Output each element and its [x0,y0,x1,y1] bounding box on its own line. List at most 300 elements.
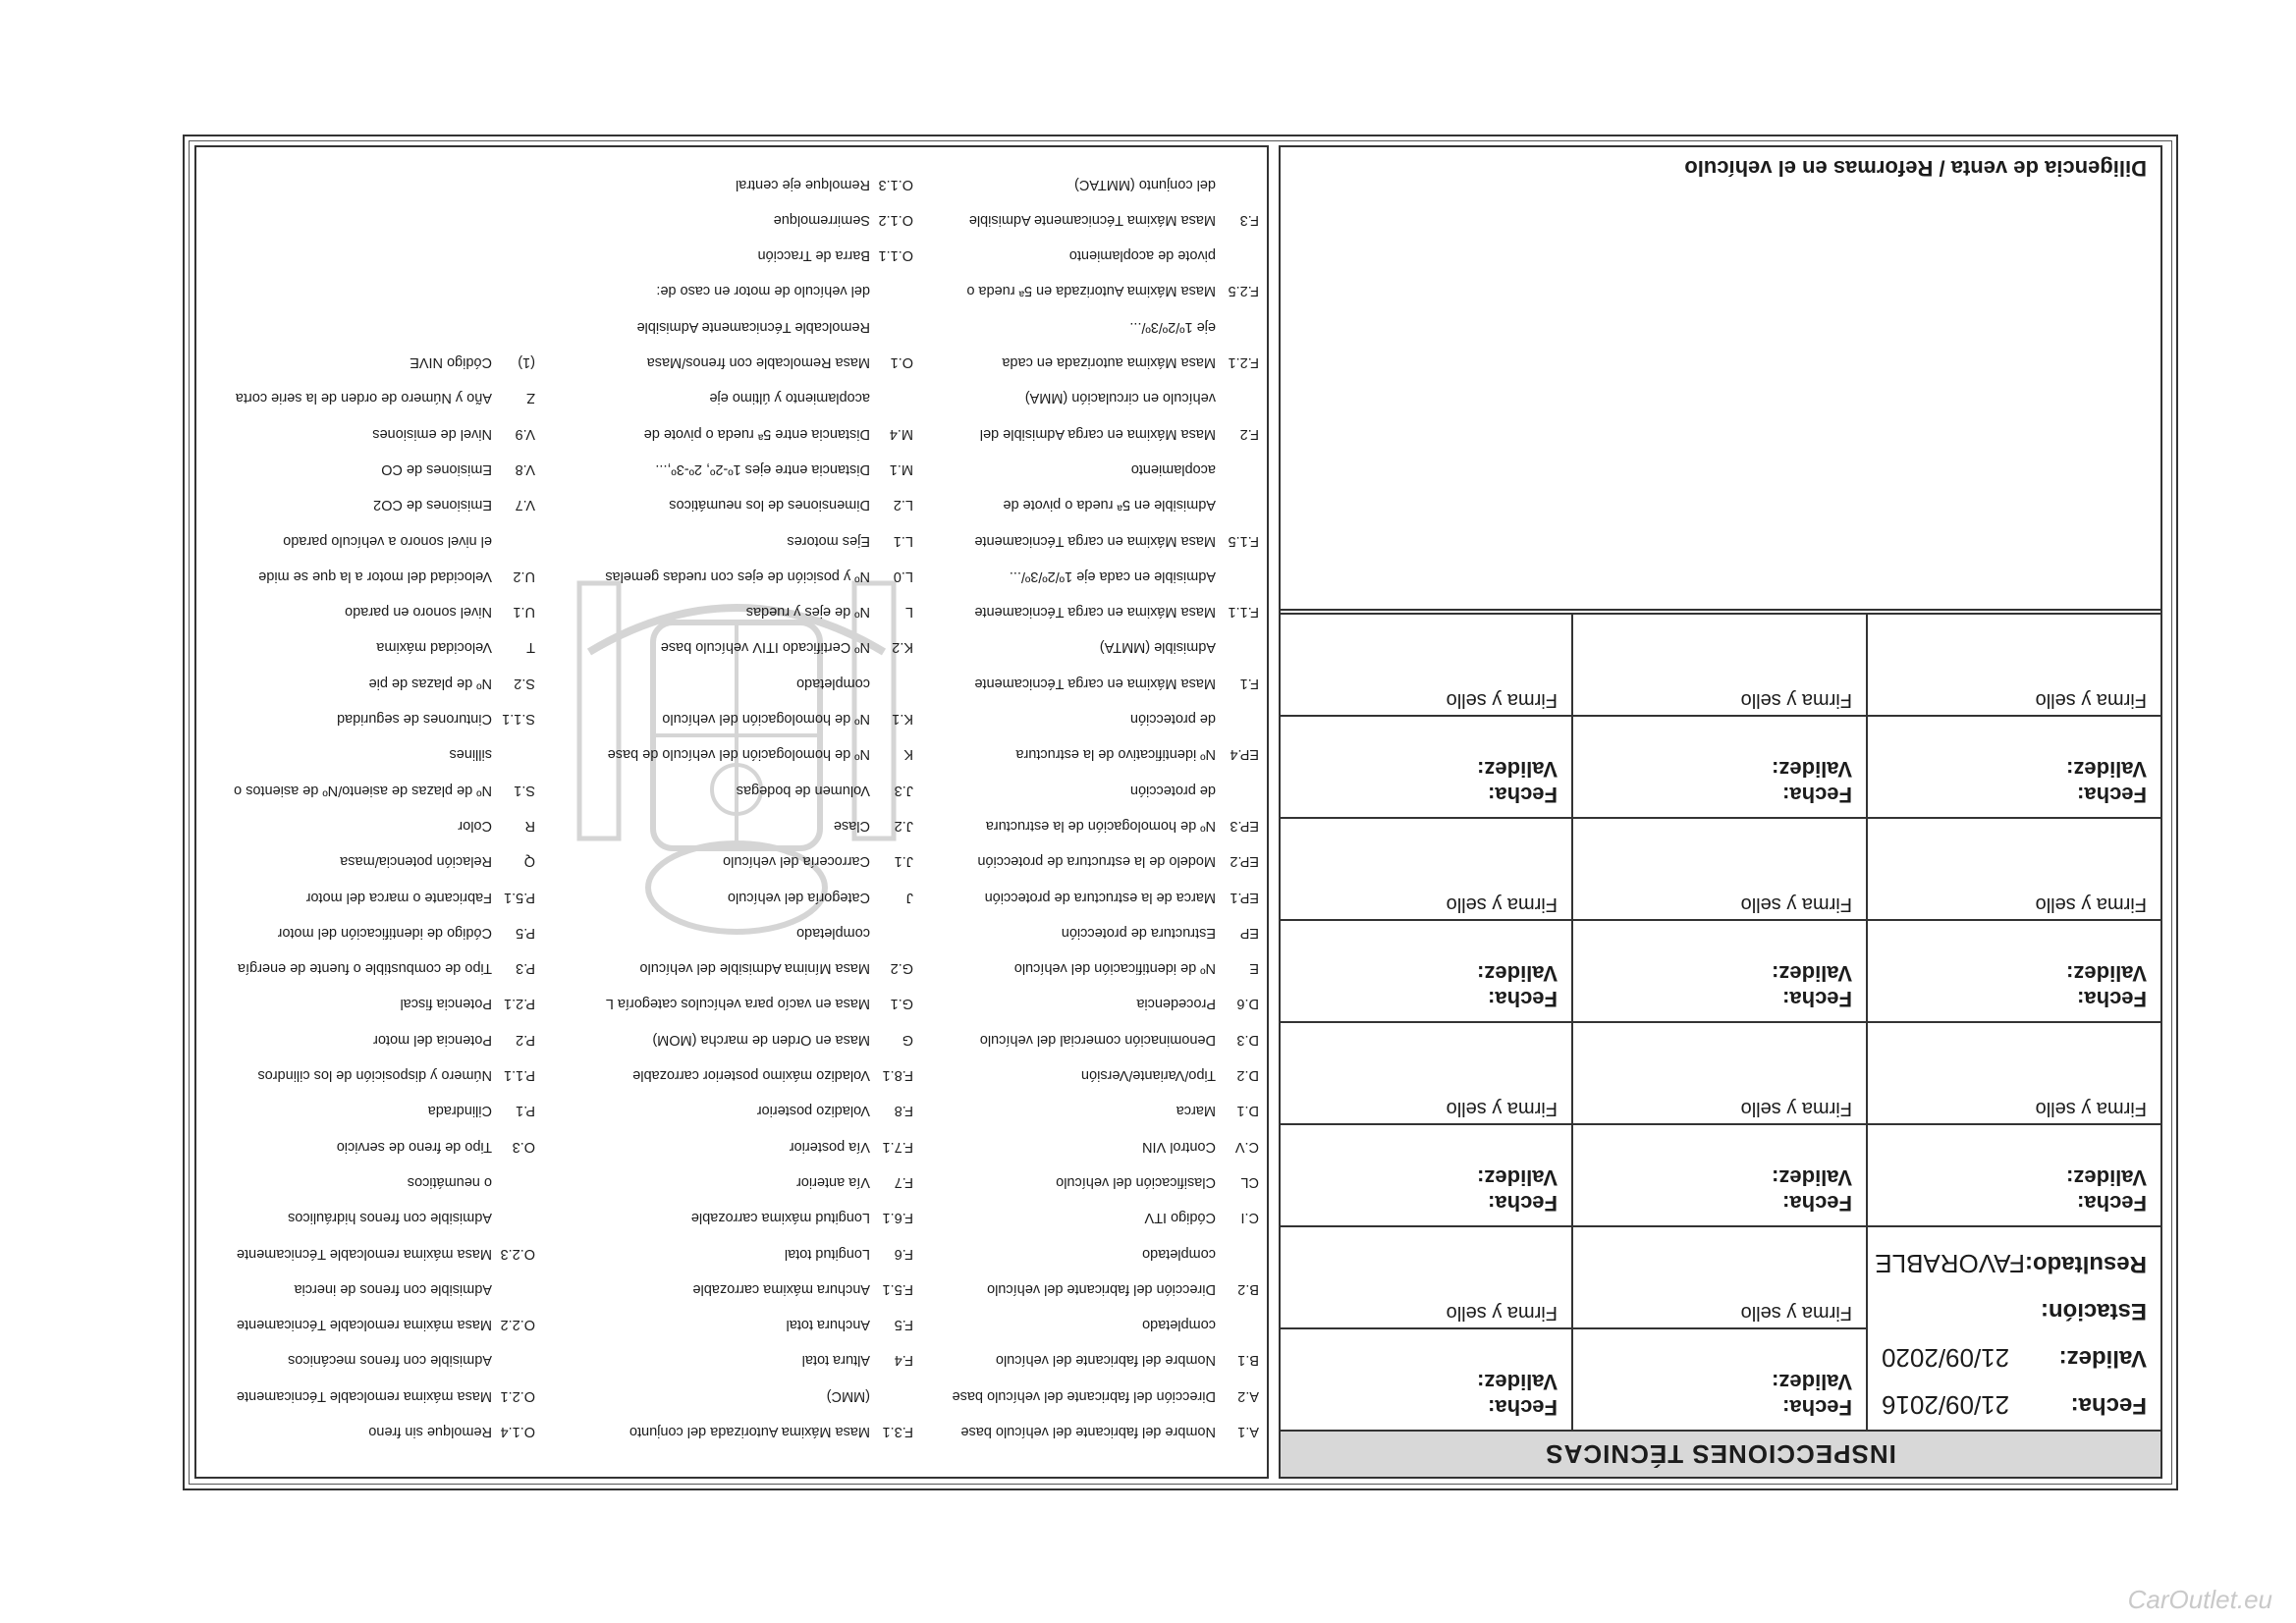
legend-item [201,415,535,451]
inspections-grid [1281,613,2160,1430]
legend-label: Código NIVE [410,354,492,371]
firma-sello-label: Firma y sello [1868,889,2160,921]
legend-label: Remolque eje central [735,176,870,192]
validez-label: Validez: [1477,1370,1558,1394]
legend-item [545,238,913,273]
firma-sello-label: Firma y sello [1281,889,1571,921]
legend-code [1216,166,1259,201]
legend-code: F.3 [1239,211,1259,228]
legend-code [1216,309,1259,345]
inspection-field [1882,1296,2147,1325]
legend-code [1216,238,1259,273]
legend-label: Vía anterior [796,1173,870,1190]
inspection-entry [1571,613,1866,817]
legend-item [201,594,535,629]
fecha-label: Fecha: [1782,783,1852,807]
legend-code: P.2 [516,1031,535,1048]
legend-item [925,736,1259,772]
legend-code [1216,380,1259,415]
legend-label: Masa en Orden de marcha (MOM) [652,1031,870,1048]
legend-label: Remolque sin freno [368,1424,492,1439]
legend-code: L [904,604,913,621]
legend-code: O.2.2 [500,1317,535,1333]
legend-item [545,1128,913,1163]
legend-label: Admisible con frenos hidráulicos [288,1210,492,1226]
legend-label: Año y Número de orden de la serie corta [235,390,492,406]
legend-label: Categoría del vehículo [727,889,870,905]
legend-label: Número y disposición de los cilindros [257,1067,492,1084]
legend-label: Barra de Tracción [757,247,870,264]
legend-column-1 [925,166,1259,1449]
legend-code: O.2.1 [500,1387,535,1404]
fecha-label: Fecha: [1488,987,1558,1011]
legend-label: completado [796,924,870,941]
legend-code: K [903,746,913,763]
legend-code: U.2 [513,568,535,584]
legend-label: Masa Máxima Autorizada en 5ª rueda o [966,283,1216,299]
legend-item [925,1414,1259,1449]
legend-label: Anchura máxima carrozable [692,1280,870,1297]
legend-item [545,1235,913,1271]
legend-item [201,808,535,843]
legend-item [201,736,535,772]
field-label: Fecha: [2070,1392,2147,1419]
validez-label: Validez: [1477,961,1558,986]
fecha-label: Fecha: [1488,1191,1558,1216]
legend-label: Nº identificativo de la estructura [1015,746,1216,763]
legend-item [925,487,1259,522]
firma-sello-label: Firma y sello [1281,1093,1571,1125]
legend-code: D.3 [1236,1031,1259,1048]
legend-label: Admisible con frenos mecánicos [288,1352,492,1369]
legend-label: eje 1º/2º/3º/... [1129,318,1216,335]
legend-code: O.1.4 [500,1424,535,1439]
legend-item [545,665,913,700]
validez-label: Validez: [2066,1165,2147,1190]
legend-label: Altura total [801,1352,870,1369]
legend-label: Dirección del fabricante del vehículo [987,1280,1216,1297]
legend-code [492,1271,535,1307]
legend-item [201,1021,535,1056]
legend-code: K.1 [892,711,913,728]
firma-sello-label: Firma y sello [1573,889,1866,921]
firma-sello-label: Firma y sello [1868,1093,2160,1125]
legend-item [925,1057,1259,1093]
legend-code [870,273,913,308]
legend-code: F.1.1 [1228,604,1259,621]
legend-item [201,701,535,736]
legend-label: completado [1142,1317,1216,1333]
legend-code: F.3.1 [882,1424,913,1439]
legend-code [1216,1307,1259,1342]
firma-sello-label: Firma y sello [1281,684,1571,717]
legend-item [545,1057,913,1093]
legend-item [925,559,1259,594]
fecha-label: Fecha: [1488,783,1558,807]
legend-label: Clasificación del vehículo [1056,1173,1216,1190]
legend-item [925,594,1259,629]
legend-code: F.5.1 [882,1280,913,1297]
inspection-entry [1866,1021,2160,1225]
legend-item [545,309,913,345]
legend-code: (1) [518,354,535,371]
legend-item [545,986,913,1021]
legend-code [1216,701,1259,736]
field-value: 21/09/2020 [1882,1343,2010,1373]
legend-label: Emisiones de CO [381,460,492,477]
legend-code: M.4 [889,425,913,442]
fecha-label: Fecha: [2077,1191,2147,1216]
fecha-label: Fecha: [2077,783,2147,807]
validez-label: Validez: [1477,1165,1558,1190]
legend-code: T [526,639,535,656]
legend-item [545,452,913,487]
legend-item [925,380,1259,415]
legend-item [925,1093,1259,1128]
legend-item [925,273,1259,308]
inspection-entry [1571,817,1866,1021]
legend-label: pivote de acoplamiento [1068,247,1216,264]
legend-label: Masa Máxima en carga Técnicamente [974,604,1216,621]
legend-code: J.1 [894,853,913,870]
legend-code: G [902,1031,913,1048]
validez-label: Validez: [1772,1370,1852,1394]
legend-label: Control VIN [1142,1138,1216,1155]
legend-label: Masa máxima remolcable Técnicamente [236,1245,492,1262]
legend-item [925,1164,1259,1200]
legend-code: S.2 [514,675,535,691]
legend-label: Nombre del fabricante del vehículo [995,1352,1216,1369]
legend-code: A.2 [1237,1387,1259,1404]
legend-label: Distancia entre ejes 1º-2º, 2º-3º,... [655,460,870,477]
legend-code: L.1 [893,532,913,549]
legend-item [925,950,1259,986]
legend-label: Admisible con frenos de inercia [294,1280,492,1297]
field-value: 21/09/2016 [1882,1390,2010,1420]
legend-label: Tipo de freno de servicio [336,1138,492,1155]
legend-code [1216,452,1259,487]
legend-label: Código de identificación del motor [277,924,492,941]
fecha-label: Fecha: [1488,1395,1558,1420]
diligence-section [1281,147,2160,611]
legend-code: O.1.3 [878,176,913,192]
legend-label: Masa en vacío para vehículos categoría L [605,996,870,1012]
legend-code: D.2 [1236,1067,1259,1084]
legend-label: Masa Máxima en carga Admisible del [979,425,1216,442]
inspection-entry [1571,1021,1866,1225]
legend-item [201,629,535,665]
inspection-entry [1866,613,2160,817]
legend-label: Masa Máxima Técnicamente Admisible [968,211,1216,228]
validez-label: Validez: [1477,757,1558,782]
legend-item [201,380,535,415]
legend-item [545,736,913,772]
legend-label: Masa Máxima en carga Técnicamente [974,675,1216,691]
legend-code: F.4 [894,1352,913,1369]
validez-label: Validez: [2066,757,2147,782]
legend-code [1216,629,1259,665]
legend-label: Código ITV [1144,1210,1216,1226]
legend-code: S.1.1 [502,711,535,728]
legend-code: F.2 [1239,425,1259,442]
legend-item [201,772,535,807]
codes-legend-panel [194,145,1269,1479]
legend-code: F.6 [894,1245,913,1262]
legend-item [201,559,535,594]
legend-item [201,1271,535,1307]
legend-item [201,1164,535,1200]
legend-code [870,380,913,415]
legend-item [925,772,1259,807]
legend-label: Procedencia [1136,996,1216,1012]
legend-label: vehículo en circulación (MMA) [1024,390,1216,406]
legend-item [545,1414,913,1449]
legend-label: Relación potencia/masa [340,853,492,870]
legend-label: Potencia del motor [373,1031,492,1048]
legend-code [492,1342,535,1378]
legend-code: V.9 [515,425,535,442]
legend-code: V.7 [515,497,535,514]
legend-label: Nº de ejes y ruedas [745,604,870,621]
legend-label: acoplamiento [1130,460,1216,477]
firma-sello-label: Firma y sello [1573,1093,1866,1125]
legend-item [925,1378,1259,1413]
legend-label: completado [796,675,870,691]
legend-code: K.2 [892,639,913,656]
inspection-entry [1281,817,1571,1021]
legend-code: P.5 [516,924,535,941]
legend-item [545,772,913,807]
legend-label: Modelo de la estructura de protección [977,853,1216,870]
field-value: FAVORABLE [1875,1249,2025,1278]
legend-item [545,522,913,558]
legend-code: A.1 [1237,1424,1259,1439]
watermark: CarOutlet.eu [2127,1585,2272,1614]
legend-item [201,1128,535,1163]
legend-code [492,1200,535,1235]
inspection-entry [1281,1021,1571,1225]
field-label: Resultado: [2024,1251,2147,1277]
legend-item [545,559,913,594]
legend-code [1216,772,1259,807]
legend-label: Emisiones de CO2 [373,497,492,514]
legend-code: F.8.1 [882,1067,913,1084]
legend-item [925,345,1259,380]
legend-item [545,380,913,415]
legend-item [201,843,535,879]
legend-item [545,1271,913,1307]
legend-item [201,1057,535,1093]
legend-label: Clase [833,817,870,834]
legend-code: L.2 [893,497,913,514]
page-frame [183,135,2178,1490]
legend-label: Marca de la estructura de protección [984,889,1216,905]
legend-label: Masa máxima remolcable Técnicamente [236,1387,492,1404]
legend-item [925,522,1259,558]
inspections-title: INSPECCIONES TÉCNICAS [1281,1430,2160,1477]
legend-label: el nivel sonoro a vehículo parado [283,532,492,549]
legend-label: Nº y posición de ejes con ruedas gemelas [605,568,870,584]
legend-item [201,1342,535,1378]
legend-code: D.6 [1236,996,1259,1012]
legend-item [925,665,1259,700]
legend-code: C.V [1234,1138,1259,1155]
legend-label: Marca [1175,1103,1216,1119]
legend-item [545,1378,913,1413]
legend-label: Masa máxima remolcable Técnicamente [236,1317,492,1333]
legend-item [925,452,1259,487]
legend-label: o neumáticos [407,1173,492,1190]
legend-code: S.1 [514,782,535,798]
legend-code: E [1249,960,1259,977]
legend-code: M.1 [889,460,913,477]
legend-item [201,487,535,522]
legend-item [545,808,913,843]
legend-code: F.5 [894,1317,913,1333]
legend-label: completado [1142,1245,1216,1262]
legend-label: Tipo/Variante/Versión [1080,1067,1216,1084]
legend-item [545,345,913,380]
inspection-entry [1571,1225,1866,1430]
legend-label: Nº de plazas de asiento/Nº de asientos o [234,782,492,798]
legend-item [201,1307,535,1342]
fecha-label: Fecha: [1782,1395,1852,1420]
legend-label: Admisible (MMTA) [1099,639,1216,656]
legend-code: Z [526,390,535,406]
legend-code [1216,559,1259,594]
legend-item [201,986,535,1021]
legend-code: G.1 [890,996,913,1012]
legend-code: P.2.1 [504,996,535,1012]
legend-item [925,915,1259,950]
legend-item [201,522,535,558]
legend-code: J.3 [894,782,913,798]
legend-item [545,594,913,629]
legend-code: F.8 [894,1103,913,1119]
legend-code: G.2 [890,960,913,977]
legend-code [1216,1235,1259,1271]
legend-label: Nº de homologación de la estructura [985,817,1216,834]
legend-code: EP.1 [1230,889,1259,905]
legend-item [545,1164,913,1200]
legend-label: acoplamiento y último eje [709,390,870,406]
fecha-label: Fecha: [2077,987,2147,1011]
legend-label: sillines [449,746,492,763]
inspection-entry [1866,817,2160,1021]
legend-code: P.5.1 [504,889,535,905]
legend-item [925,238,1259,273]
legend-code: P.1.1 [504,1067,535,1084]
legend-label: Estructura de protección [1061,924,1216,941]
legend-label: Vía posterior [789,1138,870,1155]
legend-item [925,202,1259,238]
legend-item [925,879,1259,914]
legend-label: Potencia fiscal [400,996,492,1012]
legend-item [545,879,913,914]
legend-item [925,1128,1259,1163]
legend-label: Nº de identificación del vehículo [1013,960,1216,977]
inspection-field [1875,1249,2147,1278]
legend-code: EP.2 [1230,853,1259,870]
legend-code: EP.3 [1230,817,1259,834]
legend-item [925,986,1259,1021]
diligence-title: Diligencia de venta / Reformas en el vehículo [1684,156,2147,181]
legend-code: L.0 [893,568,913,584]
legend-item [201,1093,535,1128]
legend-label: de protección [1129,782,1216,798]
legend-label: de protección [1129,711,1216,728]
legend-label: Voladizo posterior [756,1103,870,1119]
validez-label: Validez: [1772,757,1852,782]
legend-code: O.1 [890,354,913,371]
legend-label: Masa Máxima Autorizada del conjunto [629,1424,870,1439]
legend-code: C.I [1240,1210,1259,1226]
legend-label: Admisible en 5ª rueda o pivote de [1003,497,1216,514]
legend-column-3 [201,345,535,1449]
legend-item [545,1021,913,1056]
firma-sello-label: Firma y sello [1573,1297,1866,1329]
legend-item [201,950,535,986]
legend-code: F.7.1 [882,1138,913,1155]
legend-item [545,701,913,736]
legend-item [201,452,535,487]
legend-item [925,843,1259,879]
legend-item [925,415,1259,451]
legend-code [870,1378,913,1413]
legend-label: Cinturones de seguridad [337,711,492,728]
legend-label: Masa Mínima Admisible del vehículo [639,960,870,977]
legend-code [492,1164,535,1200]
legend-label: Dirección del fabricante del vehículo base [952,1387,1216,1404]
legend-code: Q [523,853,535,870]
legend-label: Distancia entre 5ª rueda o pivote de [643,425,870,442]
legend-item [201,1200,535,1235]
legend-item [545,629,913,665]
legend-code: F.2.1 [1228,354,1259,371]
legend-code: EP.4 [1230,746,1259,763]
field-label: Validez: [2058,1345,2147,1372]
legend-item [545,487,913,522]
legend-code: J [905,889,913,905]
legend-code: P.3 [516,960,535,977]
inspection-entry [1281,613,1571,817]
legend-label: Remolcable Técnicamente Admisible [636,318,870,335]
legend-item [925,1271,1259,1307]
legend-item [201,915,535,950]
legend-code: F.6.1 [882,1210,913,1226]
legend-item [201,345,535,380]
legend-code: P.1 [516,1103,535,1119]
inspection-field [1882,1343,2147,1373]
legend-label: Nº Certificado ITIV vehículo base [660,639,870,656]
legend-code: O.3 [512,1138,535,1155]
firma-sello-label: Firma y sello [1868,684,2160,717]
legend-code [492,736,535,772]
legend-label: Volumen de bodegas [736,782,870,798]
legend-item [201,1414,535,1449]
legend-item [545,1342,913,1378]
legend-code: F.2.5 [1228,283,1259,299]
legend-label: Ejes motores [787,532,870,549]
legend-code [870,309,913,345]
field-label: Estación: [2040,1298,2147,1325]
legend-code: D.1 [1236,1103,1259,1119]
legend-label: Longitud total [784,1245,870,1262]
legend-item [201,665,535,700]
legend-label: del vehículo de motor en caso de: [656,283,870,299]
legend-code: CL [1240,1173,1259,1190]
legend-item [545,415,913,451]
